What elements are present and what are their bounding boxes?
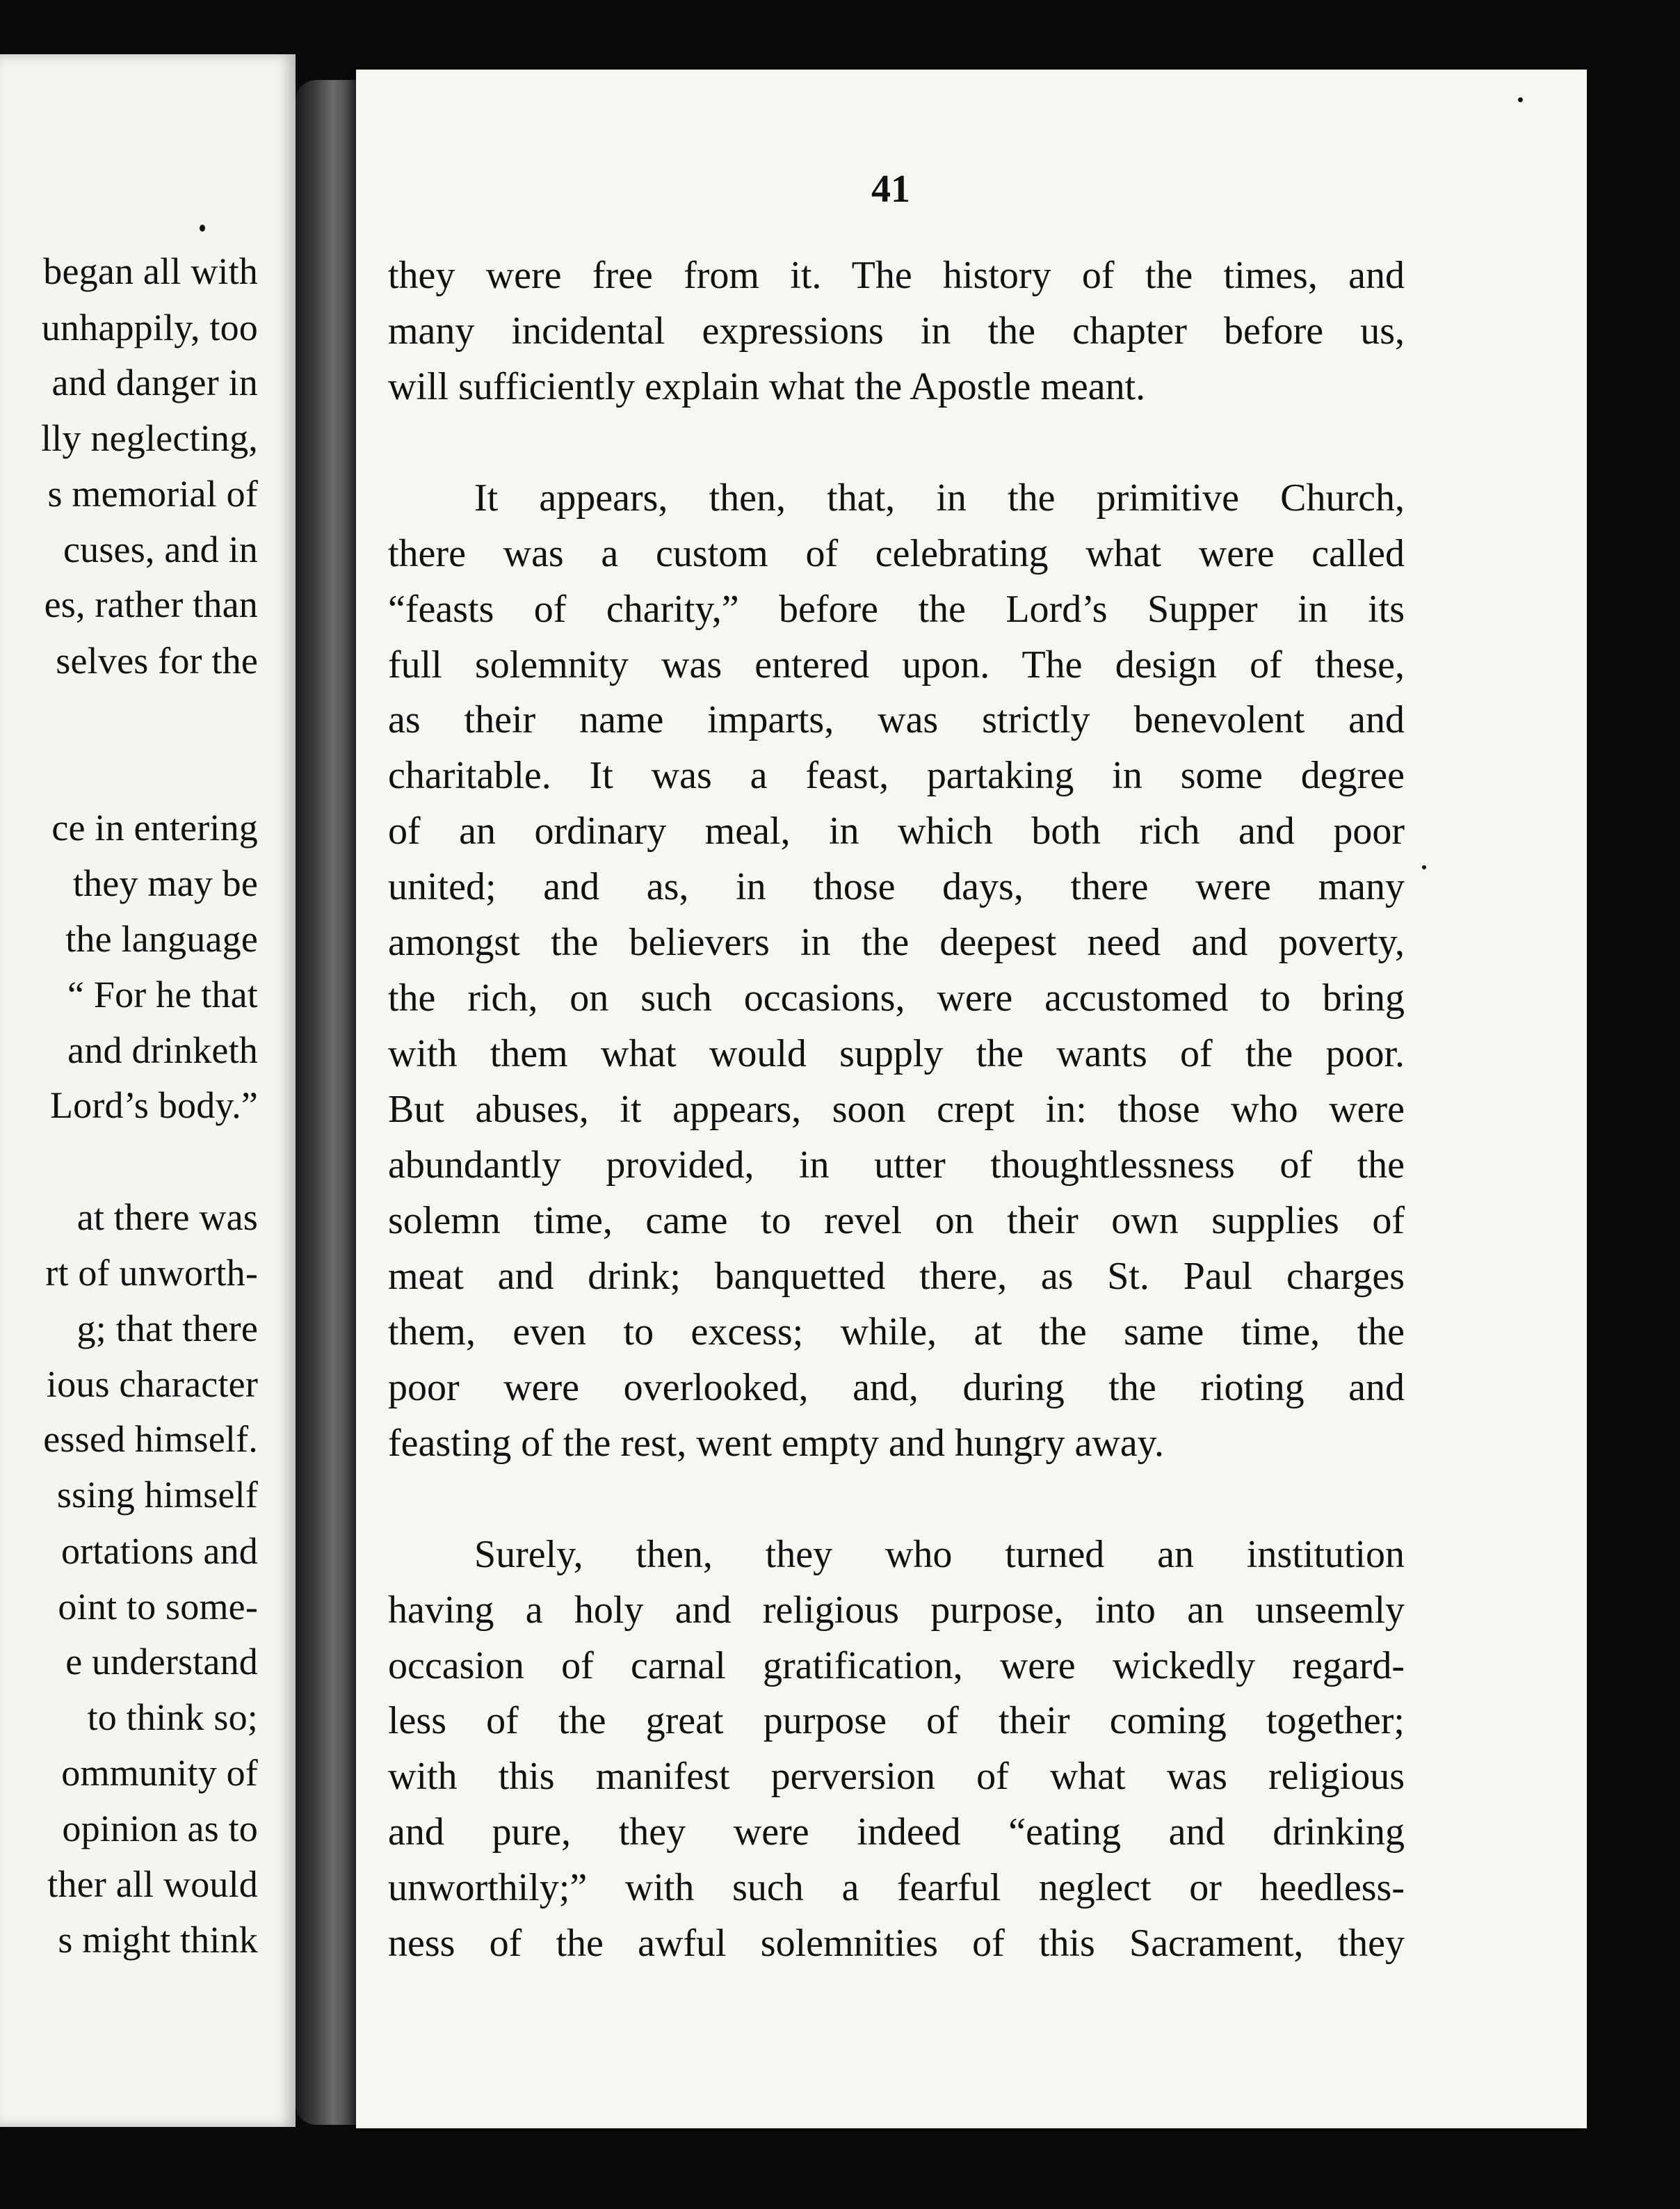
left-page-line: rt of unworth- [45, 1252, 258, 1294]
left-page-line: ther all would [47, 1863, 258, 1905]
body-line: abundantly provided, in utter thoughtlessness of the [388, 1143, 1405, 1187]
left-page-line: unhappily, too [41, 307, 258, 348]
left-page-line: ommunity of [61, 1752, 258, 1794]
body-line: many incidental expressions in the chapter before us, [388, 310, 1405, 353]
left-page-line: ssing himself [56, 1474, 258, 1516]
body-line: unworthily;” with such a fearful neglect or heedless- [388, 1866, 1405, 1909]
body-line: occasion of carnal gratification, were wickedly regard- [388, 1644, 1405, 1687]
body-line: there was a custom of celebrating what were called [388, 532, 1405, 575]
left-page-line: cuses, and in [63, 529, 258, 570]
left-page-line: opinion as to [62, 1808, 258, 1849]
left-page-line: oint to some- [58, 1586, 258, 1628]
left-page-line: they may be [72, 862, 258, 904]
left-page-line: to think so; [87, 1696, 258, 1738]
body-line: having a holy and religious purpose, into an unseemly [388, 1589, 1405, 1632]
left-page-line: essed himself. [43, 1418, 258, 1460]
left-page-line: selves for the [56, 640, 258, 682]
body-line: less of the great purpose of their coming together; [388, 1699, 1405, 1742]
body-line: It appears, then, that, in the primitive Church, [474, 476, 1405, 520]
body-line: united; and as, in those days, there were many [388, 865, 1405, 908]
left-page-line: and drinketh [67, 1029, 258, 1071]
left-page-line: and danger in [51, 362, 258, 403]
body-line: But abuses, it appears, soon crept in: those who were [388, 1088, 1405, 1131]
body-line: with this manifest perversion of what was religious [388, 1755, 1405, 1798]
book-gutter [296, 80, 358, 2125]
left-page [0, 54, 296, 2127]
body-line: feasting of the rest, went empty and hungry away. [388, 1422, 1165, 1465]
left-page-line: began all with [43, 250, 258, 292]
left-page-line: lly neglecting, [41, 417, 258, 459]
body-line: solemn time, came to revel on their own supplies of [388, 1199, 1405, 1242]
left-page-line: e understand [65, 1641, 258, 1682]
body-line: the rich, on such occasions, were accustomed to bring [388, 977, 1405, 1020]
body-line: them, even to excess; while, at the same time, the [388, 1310, 1405, 1353]
left-page-line: ce in entering [51, 807, 258, 849]
left-page-line: s memorial of [47, 473, 258, 515]
body-line: “feasts of charity,” before the Lord’s Supper in its [388, 588, 1405, 631]
left-page-line: s might think [58, 1919, 258, 1961]
body-line: poor were overlooked, and, during the rioting and [388, 1366, 1405, 1409]
speck-mark [200, 225, 205, 232]
left-page-line: “ For he that [67, 974, 258, 1015]
left-page-line: g; that there [76, 1308, 258, 1349]
speck-mark [1518, 97, 1523, 102]
left-page-line: ortations and [60, 1530, 258, 1572]
page-number: 41 [871, 168, 910, 211]
body-line: charitable. It was a feast, partaking in some degree [388, 754, 1405, 797]
body-line: full solemnity was entered upon. The design of these, [388, 643, 1405, 686]
body-line: meat and drink; banquetted there, as St. Paul charges [388, 1255, 1405, 1298]
body-line: and pure, they were indeed “eating and drinking [388, 1810, 1405, 1854]
left-page-line: ious character [46, 1363, 258, 1405]
body-line: amongst the believers in the deepest need and poverty, [388, 921, 1405, 964]
body-line: Surely, then, they who turned an institution [474, 1533, 1405, 1576]
body-line: as their name imparts, was strictly benevolent and [388, 698, 1405, 741]
left-page-line: the language [65, 918, 258, 960]
body-line: ness of the awful solemnities of this Sacrament, they [388, 1922, 1405, 1965]
body-line: with them what would supply the wants of the poor. [388, 1032, 1405, 1075]
body-line: they were free from it. The history of the times, and [388, 254, 1405, 297]
left-page-line: Lord’s body.” [49, 1084, 258, 1126]
left-page-line: es, rather than [44, 584, 258, 625]
body-line: of an ordinary meal, in which both rich and poor [388, 810, 1405, 853]
speck-mark [1422, 865, 1426, 869]
body-line: will sufficiently explain what the Apostle meant. [388, 365, 1146, 408]
left-page-line: at there was [76, 1196, 258, 1238]
